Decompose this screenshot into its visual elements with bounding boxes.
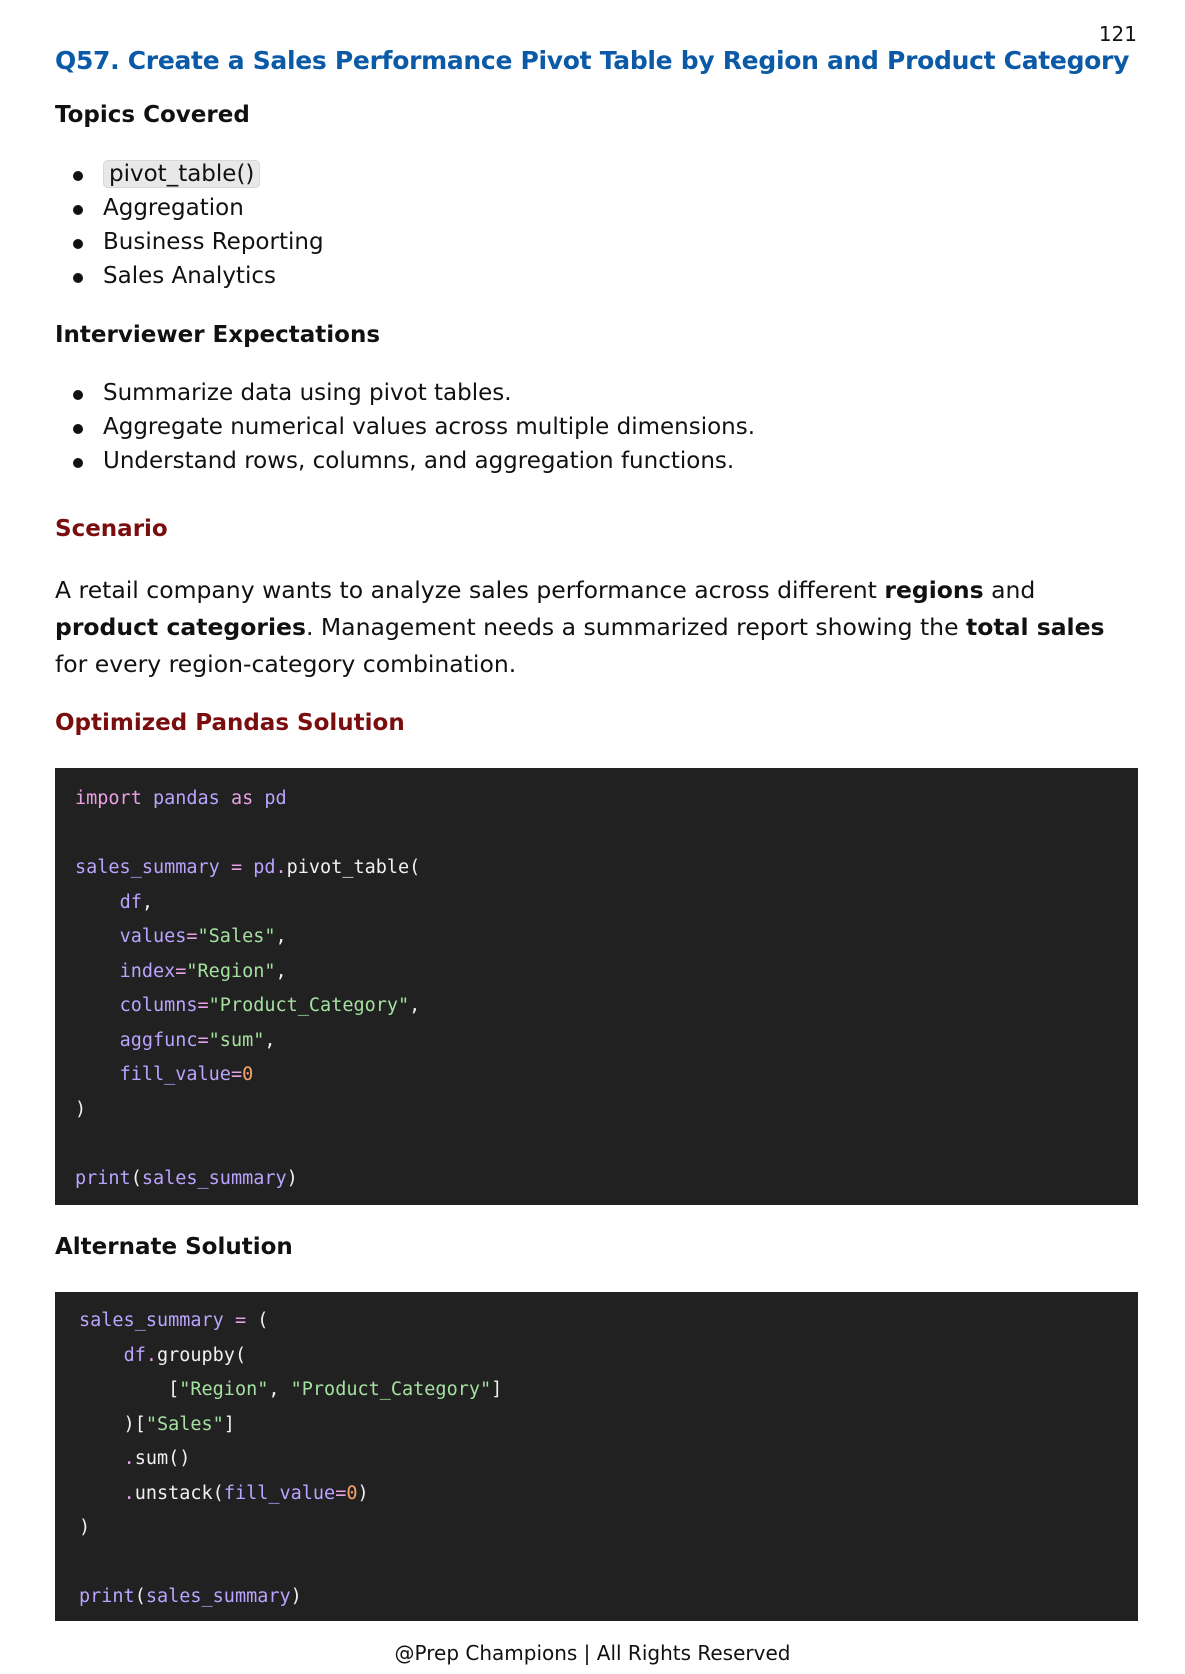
code-token: pivot_table( [286, 857, 421, 878]
code-token: values [119, 926, 187, 947]
code-token: unstack( [134, 1482, 224, 1504]
code-token: as [230, 788, 254, 809]
code-token [220, 857, 231, 878]
code-token: sum() [134, 1448, 191, 1469]
code-token: index [119, 960, 176, 982]
solution-code [55, 768, 1138, 1196]
code-token: ( [130, 1167, 142, 1189]
code-token: = [234, 1310, 247, 1331]
code-token: = [335, 1482, 347, 1504]
code-token: , [275, 926, 287, 947]
code-token: )[ [79, 1413, 146, 1435]
code-token: "Product_Category" [208, 995, 410, 1016]
code-token: "sum" [208, 1029, 265, 1051]
code-line [79, 1373, 1138, 1408]
code-line [79, 1304, 1138, 1339]
code-token: ( [246, 1310, 269, 1331]
code-line [75, 989, 1138, 1024]
code-token [75, 1064, 120, 1085]
expectations-list [55, 376, 755, 478]
code-token: [ [79, 1379, 180, 1400]
code-token [75, 926, 120, 947]
code-line [75, 782, 1138, 817]
code-token: sales_summary [75, 857, 220, 878]
topic-item: Aggregation [55, 191, 324, 225]
code-token: aggfunc [119, 1029, 198, 1051]
code-line [75, 817, 1138, 852]
code-token: "Region" [186, 960, 276, 982]
code-token: . [145, 1344, 157, 1366]
code-token: = [230, 1064, 243, 1085]
code-token: ] [491, 1379, 503, 1400]
code-line [75, 886, 1138, 921]
expectations-heading: Interviewer Expectations [55, 322, 381, 348]
code-line [75, 1127, 1138, 1162]
code-token: = [197, 1029, 209, 1051]
code-token: print [75, 1167, 131, 1189]
code-token: ) [75, 1098, 87, 1120]
topics-list [55, 157, 324, 293]
code-token [75, 961, 120, 982]
bullet-icon [73, 239, 83, 249]
alternate-heading: Alternate Solution [55, 1234, 293, 1260]
code-token: columns [119, 995, 198, 1016]
code-token: pd [264, 788, 287, 809]
topic-item: Business Reporting [55, 225, 324, 259]
code-token: fill_value [119, 1064, 231, 1085]
bullet-icon [73, 273, 83, 283]
code-token: , [268, 1379, 291, 1400]
code-token: . [275, 857, 287, 878]
alternate-code [55, 1292, 1138, 1615]
code-token: = [186, 926, 198, 947]
bullet-icon [73, 205, 83, 215]
inline-code: pivot_table() [103, 160, 260, 188]
code-token: "Sales" [145, 1413, 224, 1435]
code-token [79, 1483, 124, 1504]
code-token [79, 1345, 124, 1366]
code-token: ) [79, 1517, 91, 1538]
code-line [79, 1546, 1138, 1581]
code-token: df [123, 1344, 146, 1366]
code-token: 0 [346, 1482, 358, 1504]
code-line [79, 1511, 1138, 1546]
code-line [79, 1477, 1138, 1512]
code-token: ) [290, 1586, 302, 1607]
code-token: "Product_Category" [290, 1379, 492, 1400]
code-line [75, 1024, 1138, 1059]
code-token: pd [253, 857, 276, 878]
code-token: fill_value [223, 1482, 336, 1504]
scenario-heading: Scenario [55, 516, 168, 542]
code-line [79, 1580, 1138, 1615]
topic-item [55, 157, 324, 191]
code-token: , [275, 960, 287, 982]
topics-heading: Topics Covered [55, 102, 250, 128]
code-token: ) [286, 1167, 298, 1189]
scenario-text: A retail company wants to analyze sales performance across different regions and product categories. Management needs a summarized report showing the total sales for every region-category combination. [55, 576, 1105, 678]
code-token [75, 995, 120, 1016]
code-token: , [264, 1029, 276, 1051]
code-token: = [175, 960, 187, 982]
code-token: groupby( [156, 1344, 247, 1366]
code-token: "Sales" [197, 926, 276, 947]
code-line [79, 1339, 1138, 1374]
code-token: ) [357, 1482, 369, 1504]
bullet-icon [73, 424, 83, 434]
code-token: ( [134, 1586, 146, 1607]
code-token: sales_summary [79, 1310, 224, 1331]
code-token [253, 788, 264, 809]
topic-item: Sales Analytics [55, 259, 324, 293]
expectation-item: Aggregate numerical values across multiple dimensions. [55, 410, 755, 444]
code-line [75, 851, 1138, 886]
code-token: . [123, 1448, 135, 1469]
code-token: = [197, 995, 209, 1016]
code-token: = [230, 857, 243, 878]
alternate-code-block [55, 1292, 1138, 1621]
code-line [75, 1162, 1138, 1197]
question-title: Q57. Create a Sales Performance Pivot Table by Region and Product Category [55, 46, 1130, 75]
bullet-icon [73, 458, 83, 468]
code-token [75, 1030, 120, 1051]
code-token [220, 788, 231, 809]
footer: @Prep Champions | All Rights Reserved [394, 1641, 791, 1665]
code-token: sales_summary [145, 1586, 291, 1607]
code-line [75, 1058, 1138, 1093]
code-token [75, 892, 120, 913]
code-token: sales_summary [141, 1167, 287, 1189]
code-token: "Region" [179, 1379, 269, 1400]
code-line [75, 955, 1138, 990]
code-token: . [123, 1482, 135, 1504]
page-number: 121 [1098, 22, 1137, 46]
code-token [224, 1310, 235, 1331]
solution-heading: Optimized Pandas Solution [55, 710, 405, 736]
bullet-icon [73, 171, 83, 181]
code-token [79, 1448, 124, 1469]
code-line [75, 920, 1138, 955]
code-token [142, 788, 153, 809]
bullet-icon [73, 390, 83, 400]
code-line [79, 1442, 1138, 1477]
code-token [242, 857, 253, 878]
code-token: df [119, 891, 142, 913]
code-line [79, 1408, 1138, 1443]
code-line [75, 1093, 1138, 1128]
code-token: , [409, 995, 421, 1016]
code-token: 0 [242, 1064, 254, 1085]
code-token: , [141, 891, 153, 913]
code-token: print [79, 1586, 135, 1607]
code-token: import [75, 788, 142, 809]
code-token: pandas [152, 788, 220, 809]
code-token: ] [223, 1413, 235, 1435]
expectation-item: Summarize data using pivot tables. [55, 376, 755, 410]
expectation-item: Understand rows, columns, and aggregation functions. [55, 444, 755, 478]
solution-code-block [55, 768, 1138, 1205]
